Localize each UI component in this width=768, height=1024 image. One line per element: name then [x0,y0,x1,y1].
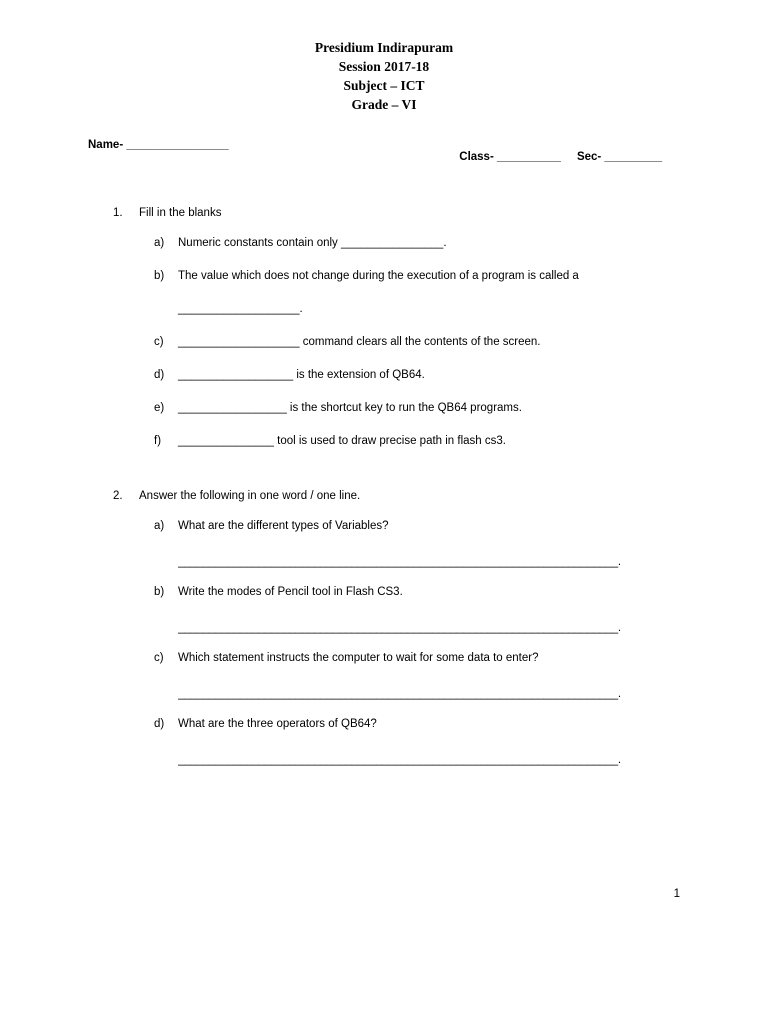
subitem-letter: c) [154,652,164,664]
sec-field-label: Sec- _________ [576,151,662,163]
subitem-letter: e) [154,402,165,414]
subitem-text-continued: ___________________. [178,303,303,315]
class-sec-group [440,139,680,175]
list-item [88,650,680,703]
subitem-body [178,584,680,637]
subitem-text: _______________ tool is used to draw precise path in flash cs3. [178,435,506,447]
subitem-letter: a) [154,237,165,249]
question-2-heading [88,488,680,504]
list-item [88,433,680,450]
list-item [88,716,680,769]
subitem-letter: a) [154,520,165,532]
subitem-text: ___________________ command clears all the contents of the screen. [178,336,541,348]
answer-blank-line: _______________________________________________________________________. [178,622,621,634]
document-header [88,38,680,114]
question-section-1 [88,205,680,450]
subitem-body [178,334,680,351]
class-field-label: Class- __________ [459,151,561,163]
session-line: Session 2017-18 [338,59,430,74]
subitem-letter: c) [154,336,164,348]
answer-blank-line: _______________________________________________________________________. [178,556,621,568]
subitem-text: The value which does not change during the execution of a program is called a [178,270,579,282]
question-1-title: Fill in the blanks [139,207,222,219]
list-item [88,518,680,571]
subitem-text: Which statement instructs the computer to wait for some data to enter? [178,652,539,664]
answer-blank-line: _______________________________________________________________________. [178,754,621,766]
subitem-letter: f) [154,435,162,447]
subitem-body [178,650,680,703]
list-item [88,400,680,417]
subitem-text: _________________ is the shortcut key to run the QB64 programs. [178,402,522,414]
subitem-body [178,400,680,417]
question-1-number: 1. [113,207,123,219]
school-name: Presidium Indirapuram [314,40,454,55]
question-2-number: 2. [113,490,123,502]
subitem-letter: d) [154,369,165,381]
name-field-label: Name- ________________ [88,139,229,151]
subitem-letter: b) [154,270,165,282]
subitem-body [178,235,680,252]
page-number: 1 [673,888,680,900]
grade-line: Grade – VI [351,97,417,112]
student-info-row [88,139,680,175]
list-item [88,584,680,637]
subitem-text: What are the different types of Variables? [178,520,389,532]
subitem-letter: d) [154,718,165,730]
subject-line: Subject – ICT [343,78,425,93]
subitem-body [178,268,680,318]
subitem-letter: b) [154,586,165,598]
question-2-subitems [88,518,680,769]
question-2-title: Answer the following in one word / one line. [139,490,361,502]
subitem-text: Numeric constants contain only ________________. [178,237,447,249]
answer-blank-line: _______________________________________________________________________. [178,688,621,700]
subitem-body [178,433,680,450]
subitem-body [178,518,680,571]
question-1-subitems [88,235,680,450]
question-1-heading [88,205,680,221]
subitem-body [178,716,680,769]
list-item [88,235,680,252]
list-item [88,268,680,318]
list-item [88,334,680,351]
subitem-text: What are the three operators of QB64? [178,718,377,730]
list-item [88,367,680,384]
subitem-text: Write the modes of Pencil tool in Flash CS3. [178,586,403,598]
subitem-body [178,367,680,384]
subitem-text: __________________ is the extension of QB64. [178,369,425,381]
question-section-2 [88,488,680,769]
